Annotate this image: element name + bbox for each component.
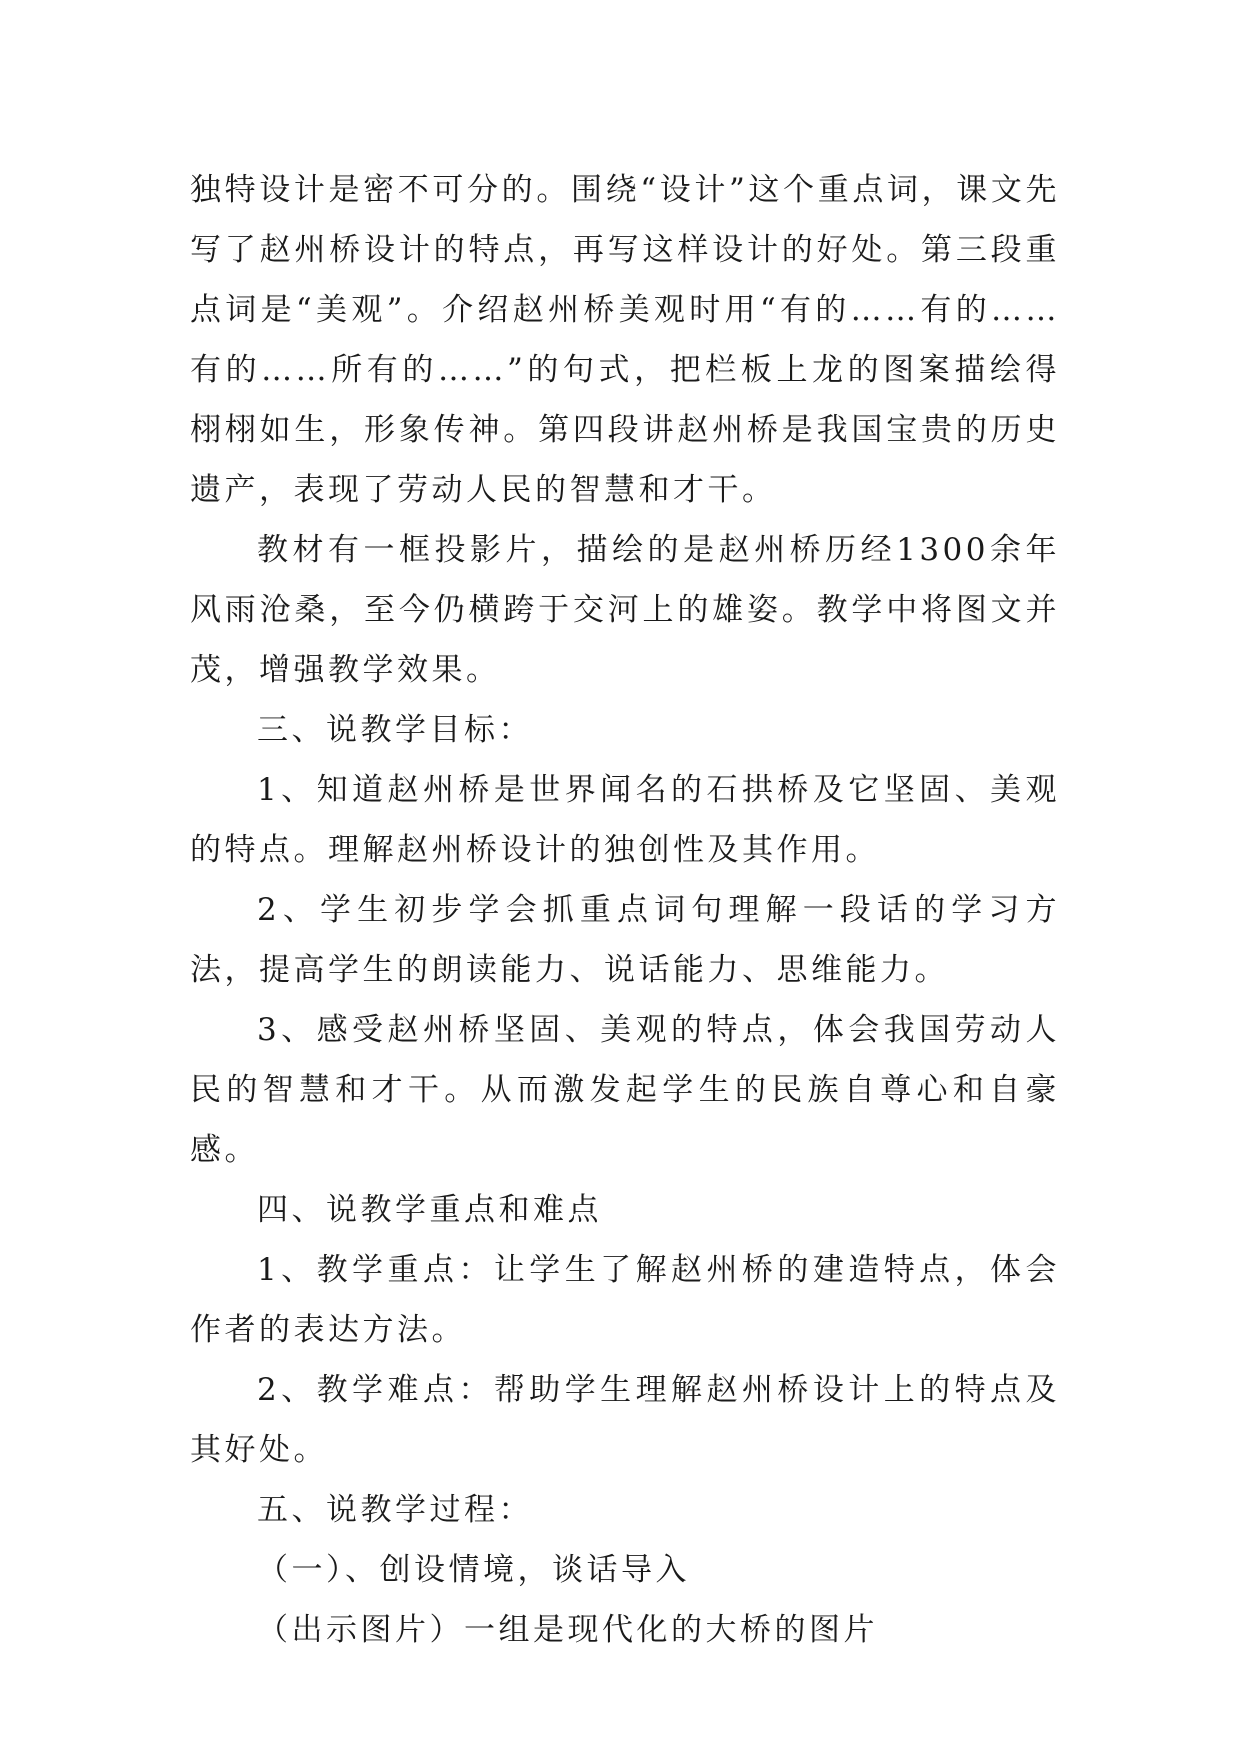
key-point-item-1: 1、教学重点：让学生了解赵州桥的建造特点，体会作者的表达方法。 [190, 1252, 1060, 1348]
goal-item-1: 1、知道赵州桥是世界闻名的石拱桥及它坚固、美观的特点。理解赵州桥设计的独创性及其作用。 [190, 772, 1060, 868]
goal-item-3: 3、感受赵州桥坚固、美观的特点，体会我国劳动人民的智慧和才干。从而激发起学生的民族自尊心和自豪感。 [190, 1012, 1060, 1168]
goal-item-2: 2、学生初步学会抓重点词句理解一段话的学习方法，提高学生的朗读能力、说话能力、思维能力。 [190, 892, 1060, 988]
document-body [190, 160, 1060, 1660]
section-heading-teaching-goals: 三、说教学目标： [257, 712, 533, 748]
paragraph-textbook-slide: 教材有一框投影片，描绘的是赵州桥历经1300余年风雨沧桑，至今仍横跨于交河上的雄姿。教学中将图文并茂，增强教学效果。 [190, 532, 1060, 688]
paragraph-continuation: 独特设计是密不可分的。围绕“设计”这个重点词，课文先写了赵州桥设计的特点，再写这样设计的好处。第三段重点词是“美观”。介绍赵州桥美观时用“有的……有的……有的……所有的……”的句式，把栏板上龙的图案描绘得栩栩如生，形象传神。第四段讲赵州桥是我国宝贵的历史遗产，表现了劳动人民的智慧和才干。 [190, 172, 1060, 508]
process-step-1: （一）、创设情境，谈话导入 [257, 1552, 690, 1588]
key-point-item-2: 2、教学难点：帮助学生理解赵州桥设计上的特点及其好处。 [190, 1372, 1060, 1468]
section-heading-teaching-process: 五、说教学过程： [257, 1492, 533, 1528]
process-note: （出示图片）一组是现代化的大桥的图片 [257, 1612, 878, 1648]
section-heading-key-points: 四、说教学重点和难点 [257, 1192, 602, 1228]
